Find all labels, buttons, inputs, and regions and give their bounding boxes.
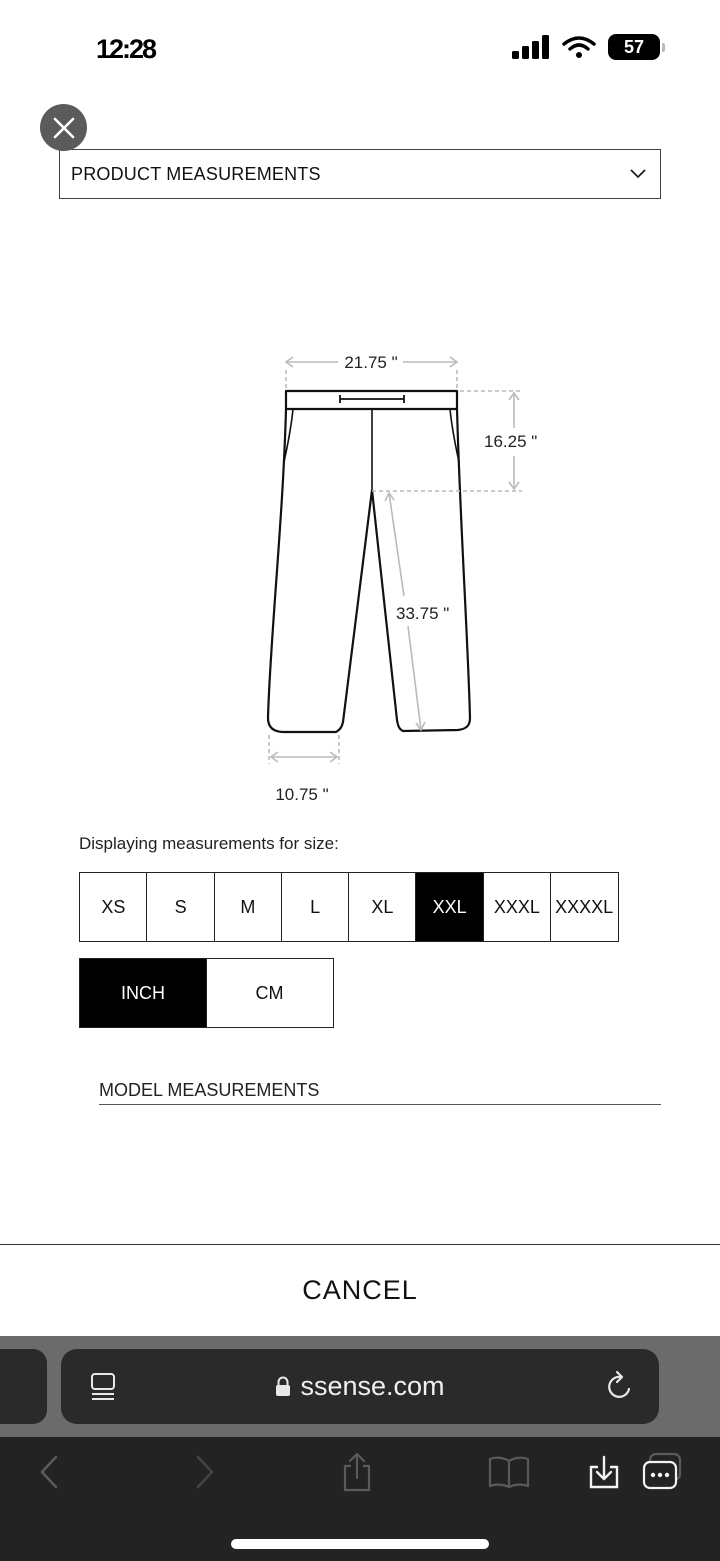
download-icon bbox=[588, 1455, 620, 1489]
book-icon bbox=[488, 1455, 530, 1489]
product-measurements-dropdown[interactable] bbox=[59, 149, 661, 199]
inseam-label: 33.75 " bbox=[396, 604, 450, 623]
size-button-xxxxl[interactable]: XXXXL bbox=[550, 872, 619, 942]
share-icon bbox=[340, 1452, 374, 1492]
close-button[interactable] bbox=[40, 104, 87, 151]
wifi-icon bbox=[562, 35, 596, 59]
battery-level: 57 bbox=[623, 36, 645, 57]
back-button[interactable] bbox=[24, 1449, 74, 1495]
forward-button[interactable] bbox=[180, 1449, 230, 1495]
size-button-s[interactable]: S bbox=[146, 872, 215, 942]
browser-chrome bbox=[0, 1336, 720, 1561]
model-measurements-heading[interactable]: MODEL MEASUREMENTS bbox=[99, 1080, 661, 1105]
size-button-l[interactable]: L bbox=[281, 872, 350, 942]
browser-toolbar bbox=[0, 1437, 720, 1507]
chevron-right-icon bbox=[195, 1455, 215, 1489]
bookmarks-button[interactable] bbox=[484, 1449, 534, 1495]
unit-button-cm[interactable]: CM bbox=[206, 958, 334, 1028]
unit-button-inch[interactable]: INCH bbox=[79, 958, 207, 1028]
address-bar-area bbox=[0, 1336, 720, 1437]
lock-icon bbox=[275, 1376, 291, 1397]
close-icon bbox=[53, 117, 75, 139]
size-button-m[interactable]: M bbox=[214, 872, 283, 942]
leg-opening-label: 10.75 " bbox=[275, 785, 329, 804]
status-icons bbox=[512, 34, 660, 60]
reload-icon[interactable] bbox=[605, 1370, 635, 1402]
pants-measurement-diagram bbox=[0, 330, 720, 820]
cancel-label: CANCEL bbox=[302, 1275, 418, 1305]
waist-label: 21.75 " bbox=[344, 353, 398, 372]
downloads-button[interactable] bbox=[579, 1449, 629, 1495]
chevron-left-icon bbox=[39, 1455, 59, 1489]
size-button-xxl[interactable]: XXL bbox=[415, 872, 484, 942]
size-selector bbox=[79, 872, 619, 942]
status-bar bbox=[0, 0, 720, 96]
dropdown-label: PRODUCT MEASUREMENTS bbox=[71, 163, 321, 184]
chevron-down-icon bbox=[630, 169, 646, 179]
size-caption: Displaying measurements for size: bbox=[79, 834, 339, 853]
signal-icon bbox=[512, 35, 550, 59]
unit-toggle bbox=[79, 958, 334, 1028]
battery-icon bbox=[608, 34, 660, 60]
address-bar[interactable] bbox=[61, 1349, 659, 1424]
size-button-xl[interactable]: XL bbox=[348, 872, 417, 942]
url-text: ssense.com bbox=[300, 1371, 445, 1401]
size-button-xs[interactable]: XS bbox=[79, 872, 148, 942]
status-time: 12:28 bbox=[96, 34, 156, 64]
tabs-icon bbox=[640, 1452, 686, 1492]
share-button[interactable] bbox=[332, 1449, 382, 1495]
tabs-button[interactable] bbox=[638, 1449, 688, 1495]
pants-outline bbox=[268, 391, 470, 732]
home-indicator bbox=[231, 1539, 489, 1549]
size-button-xxxl[interactable]: XXXL bbox=[483, 872, 552, 942]
url-display bbox=[61, 1349, 659, 1424]
leg-opening-dimension bbox=[269, 735, 339, 764]
rise-label: 16.25 " bbox=[484, 432, 538, 451]
previous-tab-preview[interactable] bbox=[0, 1349, 47, 1424]
cancel-button[interactable] bbox=[0, 1244, 720, 1336]
